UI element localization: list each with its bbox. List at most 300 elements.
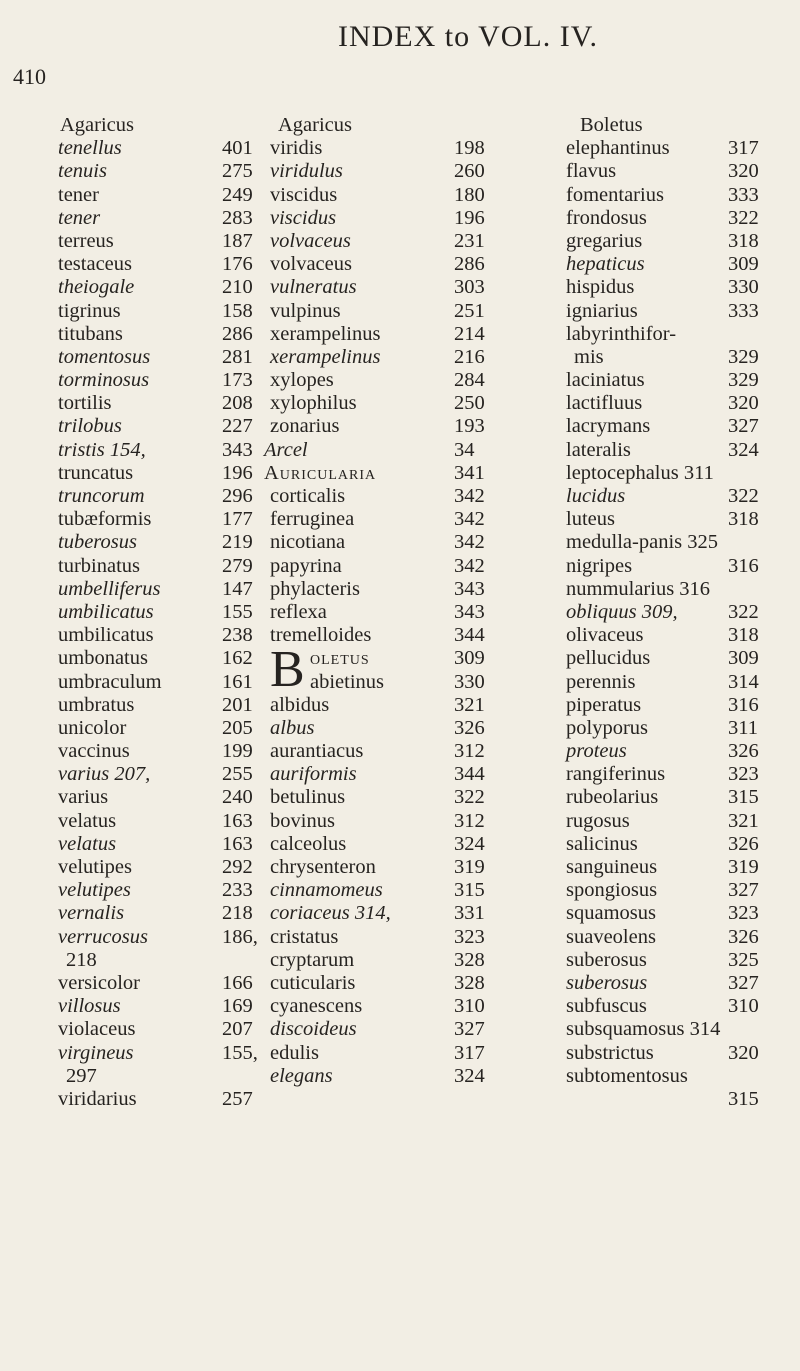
entry-number: 327 — [728, 415, 759, 438]
drop-cap: B — [270, 641, 305, 699]
entry-number: 286 — [454, 253, 485, 276]
column-header: Agaricus — [278, 114, 353, 136]
index-entry — [258, 1042, 558, 1065]
entry-number: 155 — [222, 600, 253, 623]
entry-number: 315 — [728, 1087, 759, 1110]
entry-number: 324 — [454, 1064, 485, 1087]
entry-name: squamosus — [566, 902, 656, 925]
entry-name: nigripes — [566, 554, 633, 577]
index-entry — [558, 300, 798, 323]
entry-name: albus — [270, 716, 315, 739]
entry-name: varius — [58, 786, 109, 809]
index-entry — [258, 694, 558, 717]
entry-number: 315 — [728, 786, 759, 809]
entry-name: turbinatus — [58, 554, 140, 577]
index-entry — [558, 462, 798, 485]
entry-name: virgineus — [58, 1041, 134, 1064]
entry-number: 330 — [454, 670, 485, 693]
entry-name: rubeolarius — [566, 786, 659, 809]
index-entry — [58, 253, 284, 276]
entry-name: subfuscus — [566, 995, 647, 1018]
index-entry — [58, 810, 284, 833]
entry-name: vaccinus — [58, 740, 130, 763]
index-column-1 — [58, 114, 284, 1111]
entry-number: 286 — [222, 322, 253, 345]
entry-number: 233 — [222, 879, 253, 902]
entry-number: 147 — [222, 577, 253, 600]
entry-name: laciniatus — [566, 369, 645, 392]
entry-number: 201 — [222, 693, 253, 716]
index-entry — [58, 462, 284, 485]
entry-number: 323 — [454, 925, 485, 948]
index-entry — [258, 902, 558, 925]
entry-name: betulinus — [270, 786, 346, 809]
index-entry — [558, 207, 798, 230]
entry-name: suaveolens — [566, 925, 656, 948]
index-entry — [558, 694, 798, 717]
index-entry — [258, 323, 558, 346]
index-entry — [258, 578, 558, 601]
entry-name: velatus — [58, 832, 117, 855]
index-entry — [258, 485, 558, 508]
entry-name: tigrinus — [58, 299, 121, 322]
entry-number: 342 — [454, 485, 485, 507]
entry-name: edulis — [270, 1041, 319, 1064]
entry-name: salicinus — [566, 832, 638, 855]
entry-name: lucidus — [566, 485, 626, 507]
index-entry — [258, 369, 558, 392]
index-entry — [58, 671, 284, 694]
entry-number: 186, — [222, 925, 258, 948]
index-entry — [558, 972, 798, 995]
entry-name: torminosus — [58, 369, 150, 392]
entry-name: 218 — [66, 948, 97, 971]
entry-number: 317 — [454, 1041, 485, 1064]
entry-name: nicotiana — [270, 531, 346, 554]
index-entry — [58, 786, 284, 809]
entry-number: 196 — [454, 206, 485, 229]
index-entry — [258, 833, 558, 856]
entry-name: Auricularia — [264, 461, 377, 484]
entry-number: 319 — [454, 856, 485, 879]
entry-name: cuticularis — [270, 971, 356, 994]
entry-number: 198 — [454, 137, 485, 160]
entry-number: 231 — [454, 229, 485, 252]
index-entry — [558, 276, 798, 299]
index-entry — [258, 415, 558, 438]
entry-number: 208 — [222, 392, 253, 415]
index-entry — [58, 902, 284, 925]
index-entry — [258, 555, 558, 578]
entry-name: proteus — [566, 740, 627, 763]
entry-name: velatus — [58, 809, 117, 832]
entry-number: 401 — [222, 137, 253, 160]
index-entry — [258, 786, 558, 809]
entry-name: auriformis — [270, 763, 357, 786]
entry-number: 309 — [728, 647, 759, 670]
entry-name: aurantiacus — [270, 740, 364, 763]
entry-number: 321 — [728, 809, 759, 832]
index-entry — [258, 879, 558, 902]
entry-number: 214 — [454, 322, 485, 345]
entry-name: umbratus — [58, 693, 135, 716]
entry-number: 324 — [728, 438, 759, 461]
entry-number: 196 — [222, 461, 253, 484]
entry-name: trilobus — [58, 415, 122, 438]
entry-number: 166 — [222, 971, 253, 994]
entry-number: 310 — [454, 995, 485, 1018]
entry-name: cinnamomeus — [270, 879, 383, 902]
entry-name: hispidus — [566, 276, 635, 299]
index-entry — [258, 160, 558, 183]
index-entry — [58, 508, 284, 531]
entry-number: 218 — [222, 902, 253, 925]
entry-name: leptocephalus 311 — [566, 461, 714, 484]
entry-number: 319 — [728, 856, 759, 878]
entry-number: 343 — [222, 438, 253, 461]
entry-name: verrucosus — [58, 925, 148, 948]
entry-name: discoideus — [270, 1018, 357, 1041]
entry-name: elephantinus — [566, 137, 670, 160]
entry-number: 322 — [728, 600, 759, 623]
entry-name: cristatus — [270, 925, 339, 948]
index-entry — [558, 949, 798, 972]
index-entry — [258, 300, 558, 323]
entry-name: vulneratus — [270, 276, 357, 299]
index-entry — [258, 740, 558, 763]
entry-number: 326 — [454, 716, 485, 739]
running-head: INDEX to VOL. IV. — [337, 20, 599, 53]
index-entry — [58, 555, 284, 578]
entry-number: 187 — [222, 229, 253, 252]
index-entry — [558, 415, 798, 438]
entry-number: 292 — [222, 856, 253, 878]
index-entry — [558, 1088, 798, 1111]
index-entry — [258, 1065, 558, 1088]
entry-number: 312 — [454, 809, 485, 832]
index-entry — [258, 346, 558, 369]
entry-name: hepaticus — [566, 253, 645, 276]
index-entry — [558, 671, 798, 694]
entry-name: subtomentosus — [566, 1064, 688, 1087]
entry-name: fomentarius — [566, 183, 664, 206]
index-entry — [558, 1042, 798, 1065]
entry-number: 216 — [454, 345, 485, 368]
index-entry — [58, 137, 284, 160]
entry-number: 303 — [454, 276, 485, 299]
entry-number: 342 — [454, 531, 485, 554]
entry-number: 342 — [454, 508, 485, 531]
entry-list — [258, 137, 558, 647]
entry-name: flavus — [566, 160, 617, 183]
index-entry — [558, 810, 798, 833]
entry-name: viridarius — [58, 1087, 137, 1110]
index-entry — [258, 276, 558, 299]
index-entry — [558, 786, 798, 809]
entry-number: 34 — [454, 438, 475, 461]
entry-number: 320 — [728, 392, 759, 415]
index-entry — [258, 949, 558, 972]
entry-number: 219 — [222, 531, 253, 554]
index-entry — [58, 1065, 284, 1088]
entry-number: 327 — [728, 971, 759, 994]
entry-name: xylophilus — [270, 392, 357, 415]
index-entry — [558, 160, 798, 183]
entry-name: lactifluus — [566, 392, 643, 415]
index-entry — [558, 624, 798, 647]
entry-name: tenuis — [58, 160, 107, 183]
entry-number: 312 — [454, 740, 485, 763]
entry-number: 255 — [222, 763, 253, 786]
entry-name: vernalis — [58, 902, 125, 925]
index-entry — [558, 253, 798, 276]
index-entry — [558, 647, 798, 670]
entry-number: 173 — [222, 369, 253, 392]
entry-number: 161 — [222, 670, 253, 693]
entry-name: papyrina — [270, 554, 342, 577]
entry-name: labyrinthifor- — [566, 322, 677, 345]
index-entry — [58, 1042, 284, 1065]
column-header: Boletus — [580, 114, 643, 136]
entry-name: versicolor — [58, 971, 140, 994]
entry-name: tubæformis — [58, 508, 152, 531]
index-entry — [258, 508, 558, 531]
entry-name: 297 — [66, 1064, 97, 1087]
entry-number: 314 — [728, 670, 759, 693]
entry-number: 326 — [728, 832, 759, 855]
entry-name: pellucidus — [566, 647, 651, 670]
index-entry — [258, 392, 558, 415]
index-entry — [258, 972, 558, 995]
entry-number: 325 — [728, 948, 759, 971]
entry-number: 328 — [454, 948, 485, 971]
index-entry — [558, 508, 798, 531]
entry-number: 309 — [728, 253, 759, 276]
index-entry — [58, 740, 284, 763]
entry-list — [58, 137, 284, 1111]
index-entry — [558, 833, 798, 856]
index-entry — [558, 856, 798, 879]
entry-number: 341 — [454, 461, 485, 484]
entry-name: umbonatus — [58, 647, 148, 670]
entry-number: 296 — [222, 485, 253, 507]
entry-name: cyanescens — [270, 995, 363, 1018]
index-entry — [558, 740, 798, 763]
entry-number: 323 — [728, 763, 759, 786]
entry-number: 326 — [728, 740, 759, 763]
index-column-2 — [258, 114, 558, 1088]
index-entry — [58, 346, 284, 369]
entry-name: substrictus — [566, 1041, 654, 1064]
entry-name: suberosus — [566, 948, 647, 971]
index-entry — [558, 230, 798, 253]
index-entry — [58, 763, 284, 786]
entry-number: 329 — [728, 369, 759, 392]
entry-number: 250 — [454, 392, 485, 415]
index-entry — [558, 879, 798, 902]
entry-name: mis — [574, 345, 604, 368]
index-entry — [558, 369, 798, 392]
entry-number: 320 — [728, 160, 759, 183]
entry-name: coriaceus 314, — [270, 902, 391, 925]
index-entry — [58, 995, 284, 1018]
entry-name: medulla-panis 325 — [566, 531, 719, 554]
index-entry — [58, 184, 284, 207]
index-entry — [258, 184, 558, 207]
index-entry — [258, 253, 558, 276]
index-entry — [558, 439, 798, 462]
index-entry — [58, 323, 284, 346]
entry-number: 240 — [222, 786, 253, 809]
entry-number: 281 — [222, 345, 253, 368]
entry-name: xerampelinus — [270, 322, 381, 345]
entry-number: 328 — [454, 971, 485, 994]
index-entry — [258, 137, 558, 160]
entry-number: 249 — [222, 183, 253, 206]
entry-name: violaceus — [58, 1018, 136, 1041]
entry-name: lateralis — [566, 438, 631, 461]
entry-name: rugosus — [566, 809, 630, 832]
index-entry — [558, 392, 798, 415]
index-entry — [258, 439, 558, 462]
entry-number: 162 — [222, 647, 253, 670]
entry-number: 322 — [728, 206, 759, 229]
index-entry — [558, 995, 798, 1018]
entry-name: Arcel — [264, 438, 308, 461]
entry-name: truncorum — [58, 485, 145, 507]
entry-name: umbilicatus — [58, 624, 154, 647]
entry-name: ferruginea — [270, 508, 355, 531]
entry-number: 251 — [454, 299, 485, 322]
entry-name: lacrymans — [566, 415, 651, 438]
entry-number: 238 — [222, 624, 253, 647]
entry-number: 227 — [222, 415, 253, 438]
page-number: 410 — [13, 64, 46, 89]
entry-name: abietinus — [310, 670, 385, 693]
entry-name: chrysenteron — [270, 856, 376, 879]
entry-name: theiogale — [58, 276, 135, 299]
entry-name: bovinus — [270, 809, 335, 832]
entry-name: tomentosus — [58, 345, 151, 368]
entry-number: 316 — [728, 693, 759, 716]
entry-name: gregarius — [566, 229, 643, 252]
entry-number: 327 — [728, 879, 759, 902]
entry-name: unicolor — [58, 716, 127, 739]
entry-name: umbraculum — [58, 670, 162, 693]
entry-name: umbilicatus — [58, 600, 154, 623]
entry-name: corticalis — [270, 485, 346, 507]
entry-number: 318 — [728, 624, 759, 647]
entry-number: 176 — [222, 253, 253, 276]
entry-name: velutipes — [58, 879, 131, 902]
entry-name: viscidus — [270, 206, 337, 229]
index-entry — [58, 879, 284, 902]
entry-number: 309 — [454, 647, 485, 670]
index-entry — [58, 647, 284, 670]
index-entry — [58, 415, 284, 438]
entry-number: 321 — [454, 693, 485, 716]
entry-number: 260 — [454, 160, 485, 183]
entry-name: reflexa — [270, 600, 327, 623]
entry-name: varius 207, — [58, 763, 151, 786]
entry-name: titubans — [58, 322, 123, 345]
index-entry — [58, 230, 284, 253]
entry-name: tremelloides — [270, 624, 372, 647]
entry-name: umbelliferus — [58, 577, 161, 600]
entry-name: volvaceus — [270, 229, 351, 252]
index-entry — [58, 601, 284, 624]
index-entry — [558, 763, 798, 786]
index-entry — [58, 949, 284, 972]
entry-name: albidus — [270, 693, 330, 716]
entry-number: 205 — [222, 716, 253, 739]
index-entry — [558, 902, 798, 925]
index-entry — [558, 578, 798, 601]
entry-number: 193 — [454, 415, 485, 438]
entry-name: tristis 154, — [58, 438, 146, 461]
genus-heading: oletus — [310, 647, 370, 670]
entry-number: 331 — [454, 902, 485, 925]
index-entry — [58, 972, 284, 995]
index-entry — [258, 810, 558, 833]
index-entry — [258, 717, 558, 740]
entry-number: 210 — [222, 276, 253, 299]
entry-name: rangiferinus — [566, 763, 666, 786]
entry-name: elegans — [270, 1064, 333, 1087]
index-entry — [558, 323, 798, 346]
column-header: Agaricus — [60, 114, 135, 136]
entry-number: 315 — [454, 879, 485, 902]
entry-name: suberosus — [566, 971, 648, 994]
index-entry — [558, 1065, 798, 1088]
entry-name: terreus — [58, 229, 114, 252]
index-entry — [258, 763, 558, 786]
entry-name: olivaceus — [566, 624, 644, 647]
entry-name: tuberosus — [58, 531, 137, 554]
index-entry — [258, 230, 558, 253]
entry-number: 279 — [222, 554, 253, 577]
entry-name: viridulus — [270, 160, 343, 183]
entry-name: tener — [58, 206, 101, 229]
entry-name: tenellus — [58, 137, 122, 160]
entry-name: nummularius 316 — [566, 577, 711, 600]
entry-number: 327 — [454, 1018, 485, 1041]
index-entry — [58, 856, 284, 879]
index-entry — [58, 207, 284, 230]
entry-number: 163 — [222, 809, 253, 832]
index-entry — [558, 485, 798, 508]
entry-number: 318 — [728, 229, 759, 252]
entry-number: 333 — [728, 299, 759, 322]
entry-number: 329 — [728, 345, 759, 368]
entry-name: tortilis — [58, 392, 112, 415]
entry-name: phylacteris — [270, 577, 360, 600]
entry-name: subsquamosus 314 — [566, 1018, 721, 1041]
entry-number: 326 — [728, 925, 759, 948]
entry-number: 330 — [728, 276, 759, 299]
entry-name: tener — [58, 183, 99, 206]
entry-number: 158 — [222, 299, 253, 322]
entry-name: calceolus — [270, 832, 347, 855]
entry-number: 310 — [728, 995, 759, 1018]
index-entry — [58, 300, 284, 323]
entry-name: velutipes — [58, 856, 133, 878]
index-entry — [58, 369, 284, 392]
entry-number: 317 — [728, 137, 759, 160]
index-entry — [58, 392, 284, 415]
entry-name: xerampelinus — [270, 345, 381, 368]
entry-number: 169 — [222, 995, 253, 1018]
